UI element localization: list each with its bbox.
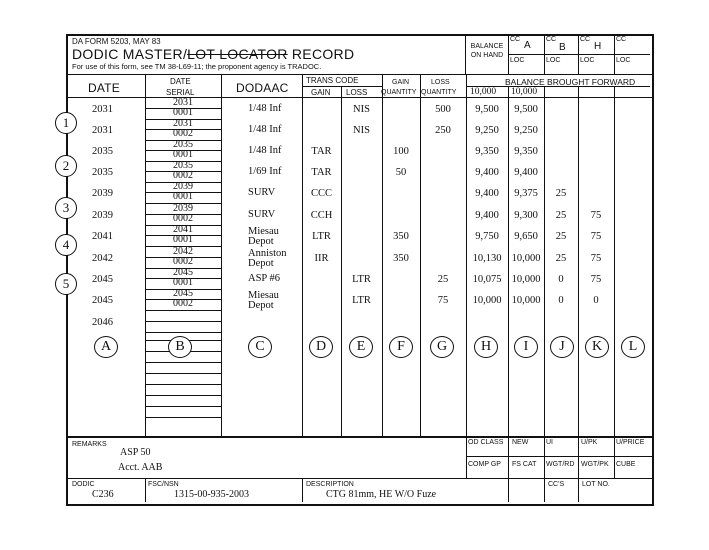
col-date-serial-bottom: SERIAL <box>166 88 195 97</box>
row-gq-cell: 350 <box>393 253 409 264</box>
row-j-cell: 0 <box>558 274 564 285</box>
divider <box>66 478 652 479</box>
row-date-cell: 2035 <box>92 167 113 178</box>
row-h-cell: 9,400 <box>475 188 499 199</box>
row-serial-date: 2039 <box>173 181 193 192</box>
form-subtitle: For use of this form, see TM 38-L69-11; the proponent agency is TRADOC. <box>72 62 322 71</box>
col-letter-f: F <box>389 336 413 358</box>
row-k-cell: 75 <box>590 274 602 285</box>
col-letter-b: B <box>168 336 192 358</box>
serial-row-divider <box>145 332 221 333</box>
dodic-label: DODIC <box>72 481 95 488</box>
cc-letter-a: A <box>524 40 531 51</box>
bf-i: 10,000 <box>511 87 538 97</box>
row-date-cell: 2039 <box>92 188 113 199</box>
divider <box>382 74 383 436</box>
row-h-cell: 9,250 <box>475 125 499 136</box>
callout-5: 5 <box>55 273 77 295</box>
row-i-cell: 10,000 <box>511 274 541 285</box>
row-gain-cell: TAR <box>311 167 332 178</box>
row-serial-number: 0002 <box>173 256 193 267</box>
col-balance-forward: BALANCE BROUGHT FORWARD <box>505 77 636 87</box>
u-price-label: U/PRICE <box>616 439 645 446</box>
cc-label-b: CC <box>546 36 557 43</box>
remarks-line1: ASP 50 <box>120 447 151 458</box>
row-h-cell: 10,000 <box>472 295 502 306</box>
row-gain-cell: CCC <box>310 188 332 199</box>
row-dodaac-cell: 1/48 Inf <box>248 103 282 114</box>
divider <box>614 86 615 436</box>
row-k-cell: 75 <box>590 231 602 242</box>
desc-label: DESCRIPTION <box>306 481 354 488</box>
row-loss-cell: NIS <box>353 125 370 136</box>
dodic-value: C236 <box>92 489 114 500</box>
row-h-cell: 9,350 <box>475 146 499 157</box>
row-serial-date: 2045 <box>173 267 193 278</box>
wgt-rd-label: WGT/RD <box>546 461 575 468</box>
row-lq-cell: 25 <box>437 274 449 285</box>
col-gain-qty-bottom: QUANTITY <box>381 89 417 96</box>
col-letter-i: I <box>514 336 538 358</box>
divider <box>66 74 652 75</box>
row-date-cell: 2041 <box>92 231 113 242</box>
col-letter-h: H <box>474 336 498 358</box>
ccs-label: CC'S <box>548 481 565 488</box>
serial-divider <box>145 321 221 322</box>
row-dodaac-cell: Miesau Depot <box>248 226 279 247</box>
row-i-cell: 9,650 <box>514 231 538 242</box>
row-i-cell: 9,400 <box>514 167 538 178</box>
col-trans-code: TRANS CODE <box>306 76 359 85</box>
row-serial-date: 2045 <box>173 288 193 299</box>
col-date: DATE <box>88 81 120 95</box>
cc-label-a: CC <box>510 36 521 43</box>
serial-row-divider <box>145 406 221 407</box>
col-letter-c: C <box>248 336 272 358</box>
row-gain-cell: CCH <box>310 210 333 221</box>
row-serial-date: 2035 <box>173 160 193 171</box>
row-date-cell: 2042 <box>92 253 113 264</box>
serial-row-divider <box>145 384 221 385</box>
col-date-serial-top: DATE <box>170 77 191 86</box>
od-class-label: OD CLASS <box>468 439 504 446</box>
serial-row-divider <box>145 310 221 311</box>
row-serial-number: 0002 <box>173 170 193 181</box>
row-i-cell: 9,250 <box>514 125 538 136</box>
col-letter-k: K <box>585 336 609 358</box>
row-i-cell: 10,000 <box>511 295 541 306</box>
cc-letter-b: B <box>559 42 566 53</box>
row-serial-number: 0001 <box>173 191 193 202</box>
row-gain-cell: LTR <box>312 231 331 242</box>
u-pk-label: U/PK <box>581 439 598 446</box>
row-k-cell: 0 <box>593 295 599 306</box>
title-part1: DODIC MASTER/ <box>72 46 188 62</box>
divider <box>578 436 579 502</box>
divider <box>614 436 615 478</box>
form-id: DA FORM 5203, MAY 83 <box>72 37 161 46</box>
loc-label-4: LOC <box>616 57 631 64</box>
col-loss-qty-top: LOSS <box>431 79 450 86</box>
row-j-cell: 25 <box>555 210 567 221</box>
col-letter-e: E <box>349 336 373 358</box>
row-loss-cell: LTR <box>352 274 371 285</box>
remarks-line2: Acct. AAB <box>118 462 163 473</box>
row-k-cell: 75 <box>590 210 602 221</box>
title-part2: RECORD <box>287 46 355 62</box>
serial-row-divider <box>145 362 221 363</box>
lot-no-label: LOT NO. <box>582 481 610 488</box>
loc-label-2: LOC <box>546 57 561 64</box>
row-j-cell: 25 <box>555 253 567 264</box>
remarks-label: REMARKS <box>72 441 107 448</box>
col-loss: LOSS <box>346 88 368 97</box>
divider <box>66 436 652 438</box>
row-loss-cell: LTR <box>352 295 371 306</box>
divider <box>302 478 303 502</box>
col-letter-a: A <box>94 336 118 358</box>
row-serial-date: 2041 <box>173 224 193 235</box>
row-dodaac-cell: SURV <box>248 187 276 198</box>
divider <box>466 436 467 478</box>
row-serial-number: 0002 <box>173 298 193 309</box>
row-dodaac-cell: SURV <box>248 209 276 220</box>
divider <box>420 74 421 436</box>
loc-label-3: LOC <box>580 57 595 64</box>
row-gq-cell: 350 <box>393 231 409 242</box>
row-serial-date: 2035 <box>173 139 193 150</box>
row-date-cell: 2045 <box>92 274 113 285</box>
row-dodaac-cell: 1/48 Inf <box>248 145 282 156</box>
row-dodaac-cell: 1/48 Inf <box>248 124 282 135</box>
row-dodaac-cell: Miesau Depot <box>248 290 279 311</box>
serial-divider <box>145 417 221 418</box>
cc-label-4: CC <box>616 36 627 43</box>
divider <box>341 86 342 436</box>
row-h-cell: 10,130 <box>472 253 502 264</box>
fsc-value: 1315-00-935-2003 <box>174 489 249 500</box>
col-letter-l: L <box>621 336 645 358</box>
desc-value: CTG 81mm, HE W/O Fuze <box>326 489 437 500</box>
row-h-cell: 9,400 <box>475 167 499 178</box>
col-gain: GAIN <box>311 88 331 97</box>
row-dodaac-cell: ASP #6 <box>248 273 280 284</box>
divider <box>221 74 222 436</box>
col-letter-j: J <box>550 336 574 358</box>
col-letter-d: D <box>309 336 333 358</box>
row-serial-date: 2031 <box>173 118 193 129</box>
serial-divider <box>145 395 221 396</box>
title-struck: LOT LOCATOR <box>187 46 288 62</box>
row-h-cell: 9,750 <box>475 231 499 242</box>
divider <box>508 436 509 502</box>
serial-divider <box>145 373 221 374</box>
row-h-cell: 9,500 <box>475 104 499 115</box>
row-lq-cell: 75 <box>437 295 449 306</box>
callout-3: 3 <box>55 197 77 219</box>
row-k-cell: 75 <box>590 253 602 264</box>
divider <box>466 456 652 457</box>
row-i-cell: 9,350 <box>514 146 538 157</box>
col-letter-g: G <box>430 336 454 358</box>
row-serial-date: 2039 <box>173 203 193 214</box>
row-serial-date: 2031 <box>173 97 193 108</box>
row-i-cell: 10,000 <box>511 253 541 264</box>
row-serial-number: 0001 <box>173 234 193 245</box>
divider <box>145 478 146 502</box>
row-date-cell: 2039 <box>92 210 113 221</box>
comp-gp-label: COMP GP <box>468 461 501 468</box>
row-i-cell: 9,375 <box>514 188 538 199</box>
row-h-cell: 9,400 <box>475 210 499 221</box>
row-serial-date: 2042 <box>173 246 193 257</box>
fsc-label: FSC/NSN <box>148 481 179 488</box>
ui-label: UI <box>546 439 553 446</box>
col-gain-qty-top: GAIN <box>392 79 410 86</box>
row-gain-cell: IIR <box>314 253 329 264</box>
new-label: NEW <box>512 439 529 446</box>
divider <box>508 54 650 55</box>
row-date-cell: 2031 <box>92 125 113 136</box>
row-lq-cell: 250 <box>435 125 451 136</box>
row-date-cell: 2045 <box>92 295 113 306</box>
row-i-cell: 9,300 <box>514 210 538 221</box>
row-h-cell: 10,075 <box>472 274 502 285</box>
balance-on-hand-label: BALANCE ON HAND <box>470 43 504 59</box>
divider <box>544 436 545 502</box>
cc-label-h: CC <box>580 36 591 43</box>
row-j-cell: 25 <box>555 231 567 242</box>
row-loss-cell: NIS <box>353 104 370 115</box>
cc-letter-h: H <box>594 41 602 52</box>
fs-cat-label: FS CAT <box>512 461 537 468</box>
row-gq-cell: 100 <box>393 146 409 157</box>
row-gain-cell: TAR <box>311 146 332 157</box>
divider <box>465 34 466 74</box>
row-serial-number: 0001 <box>173 149 193 160</box>
row-j-cell: 25 <box>555 188 567 199</box>
loc-label-1: LOC <box>510 57 525 64</box>
row-j-cell: 0 <box>558 295 564 306</box>
row-lq-cell: 500 <box>435 104 451 115</box>
bf-h: 10,000 <box>470 87 497 97</box>
row-date-cell: 2046 <box>92 317 113 328</box>
row-serial-number: 0002 <box>173 213 193 224</box>
wgt-pk-label: WGT/PK <box>581 461 609 468</box>
row-date-cell: 2031 <box>92 104 113 115</box>
col-loss-qty-bottom: QUANTITY <box>421 89 457 96</box>
divider <box>302 74 303 436</box>
col-dodaac: DODAAC <box>236 81 289 95</box>
row-serial-number: 0001 <box>173 107 193 118</box>
row-serial-number: 0001 <box>173 277 193 288</box>
divider <box>302 86 382 87</box>
cube-label: CUBE <box>616 461 636 468</box>
row-dodaac-cell: 1/69 Inf <box>248 166 282 177</box>
divider <box>466 86 650 87</box>
callout-2: 2 <box>55 155 77 177</box>
form-title <box>72 46 354 62</box>
row-gq-cell: 50 <box>395 167 407 178</box>
callout-1: 1 <box>55 112 77 134</box>
row-i-cell: 9,500 <box>514 104 538 115</box>
row-serial-number: 0002 <box>173 128 193 139</box>
row-dodaac-cell: Anniston Depot <box>248 248 287 269</box>
row-date-cell: 2035 <box>92 146 113 157</box>
callout-4: 4 <box>55 234 77 256</box>
